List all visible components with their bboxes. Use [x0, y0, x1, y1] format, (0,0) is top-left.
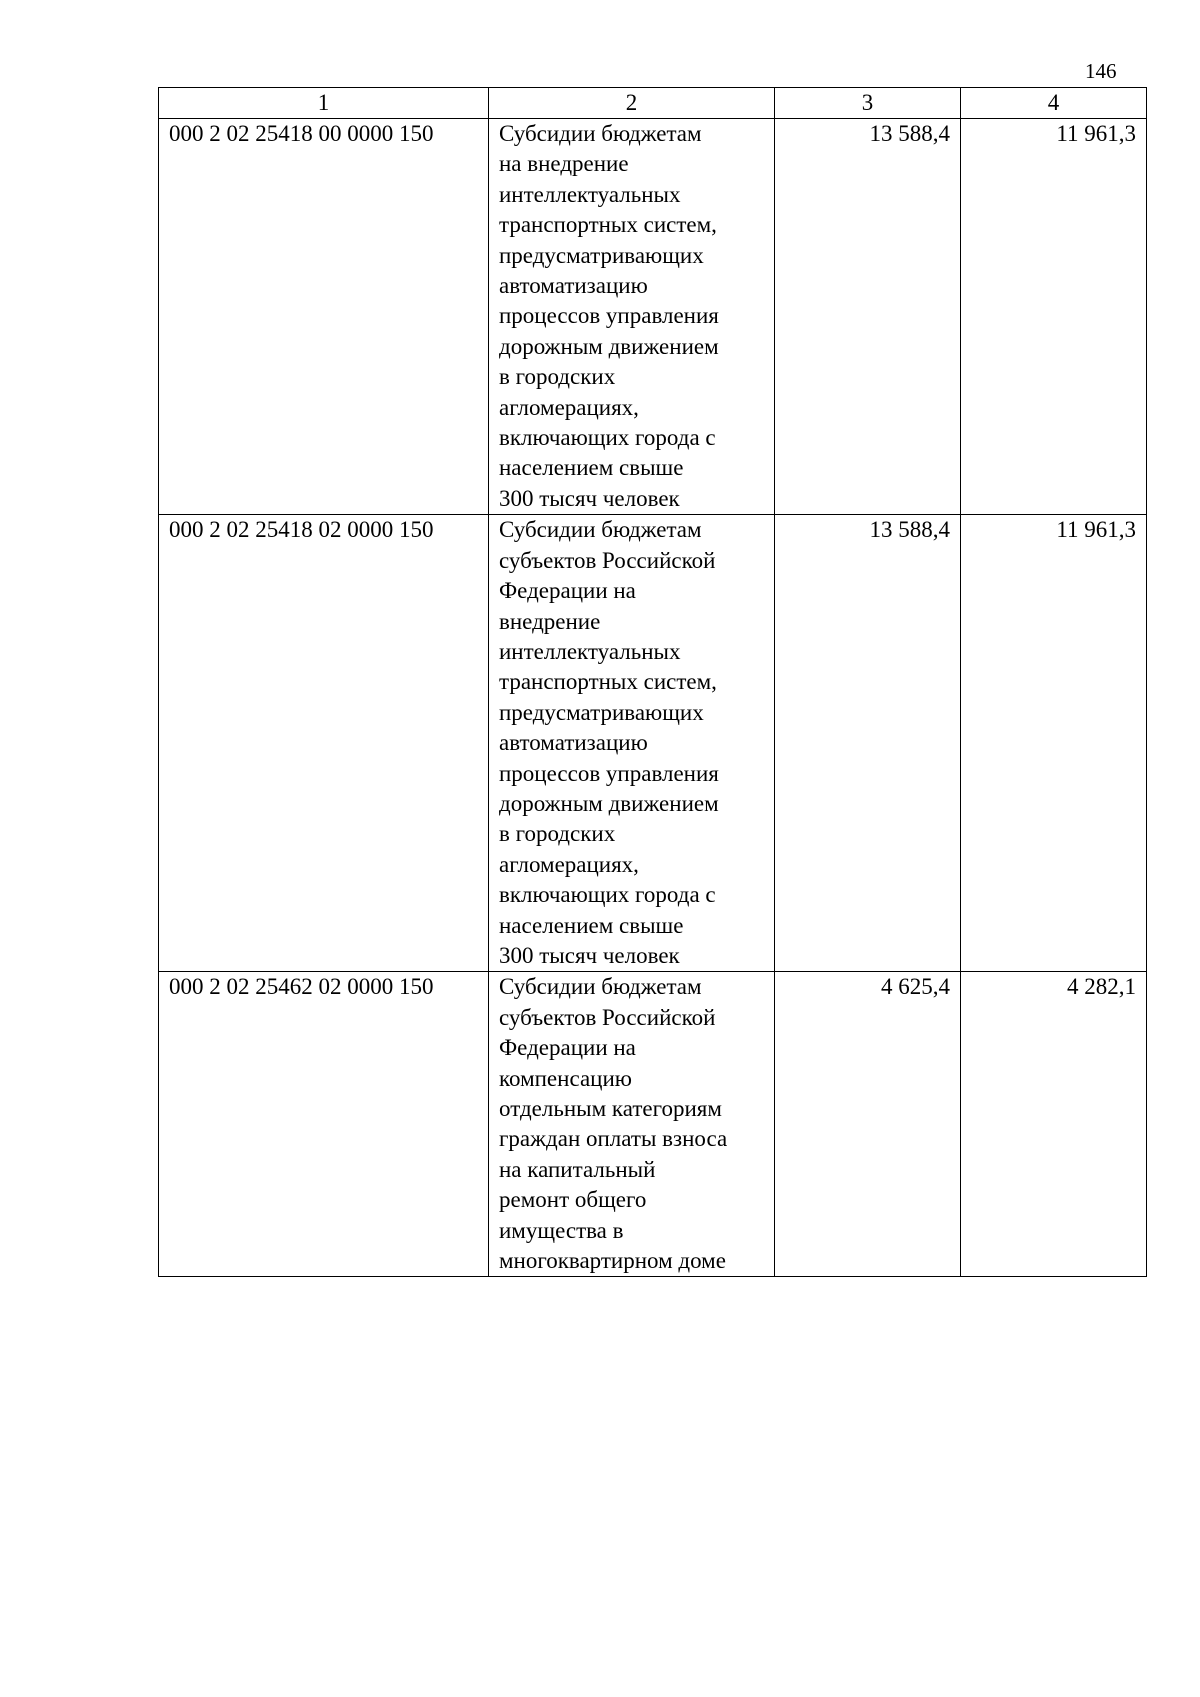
column-4-value: 11 961,3 — [961, 119, 1147, 515]
name-line: 300 тысяч человек — [499, 485, 680, 511]
name-line: граждан оплаты взноса — [499, 1126, 728, 1152]
table-row — [159, 972, 1147, 1277]
budget-table — [158, 87, 1147, 1277]
name-line: интеллектуальных — [499, 638, 681, 664]
budget-item-name — [489, 972, 775, 1277]
budget-item-name — [489, 119, 775, 515]
budget-code: 000 2 02 25418 02 0000 150 — [159, 515, 489, 972]
name-line: в городских — [499, 364, 616, 390]
column-3-value: 4 625,4 — [775, 972, 961, 1277]
name-line: включающих города с — [499, 882, 716, 908]
name-line: компенсацию — [499, 1065, 632, 1091]
name-line: субъектов Российской — [499, 1004, 716, 1030]
budget-item-name — [489, 515, 775, 972]
name-line: дорожным движением — [499, 790, 719, 816]
table-body — [159, 119, 1147, 1277]
budget-code: 000 2 02 25418 00 0000 150 — [159, 119, 489, 515]
header-column-3: 3 — [775, 88, 961, 119]
name-line: интеллектуальных — [499, 181, 681, 207]
name-line: транспортных систем, — [499, 212, 717, 238]
name-line: в городских — [499, 821, 616, 847]
name-line: 300 тысяч человек — [499, 942, 680, 968]
name-line: транспортных систем, — [499, 669, 717, 695]
name-line: на внедрение — [499, 151, 629, 177]
name-line: Федерации на — [499, 1035, 636, 1061]
budget-code: 000 2 02 25462 02 0000 150 — [159, 972, 489, 1277]
name-line: Федерации на — [499, 578, 636, 604]
name-line: предусматривающих — [499, 699, 704, 725]
name-line: Субсидии бюджетам — [499, 517, 702, 543]
header-column-2: 2 — [489, 88, 775, 119]
name-line: процессов управления — [499, 760, 719, 786]
table-row — [159, 515, 1147, 972]
column-3-value: 13 588,4 — [775, 515, 961, 972]
name-line: Субсидии бюджетам — [499, 121, 702, 146]
column-3-value: 13 588,4 — [775, 119, 961, 515]
name-line: многоквартирном доме — [499, 1248, 726, 1274]
header-column-4: 4 — [961, 88, 1147, 119]
name-line: Субсидии бюджетам — [499, 974, 702, 1000]
table-row — [159, 119, 1147, 515]
name-line: на капитальный — [499, 1156, 656, 1182]
header-row — [159, 88, 1147, 119]
name-line: имущества в — [499, 1217, 624, 1243]
name-line: предусматривающих — [499, 242, 704, 268]
name-line: включающих города с — [499, 425, 716, 451]
name-line: дорожным движением — [499, 333, 719, 359]
name-line: субъектов Российской — [499, 547, 716, 573]
name-line: процессов управления — [499, 303, 719, 329]
name-line: населением свыше — [499, 912, 684, 938]
name-line: населением свыше — [499, 455, 684, 481]
table-header — [159, 88, 1147, 119]
page-number: 146 — [1085, 59, 1117, 83]
name-line: агломерациях, — [499, 394, 639, 420]
name-line: автоматизацию — [499, 730, 648, 756]
name-line: автоматизацию — [499, 273, 648, 299]
name-line: ремонт общего — [499, 1187, 647, 1213]
name-line: отдельным категориям — [499, 1096, 722, 1121]
header-column-1: 1 — [159, 88, 489, 119]
column-4-value: 4 282,1 — [961, 972, 1147, 1277]
name-line: внедрение — [499, 608, 601, 634]
name-line: агломерациях, — [499, 851, 639, 877]
column-4-value: 11 961,3 — [961, 515, 1147, 972]
